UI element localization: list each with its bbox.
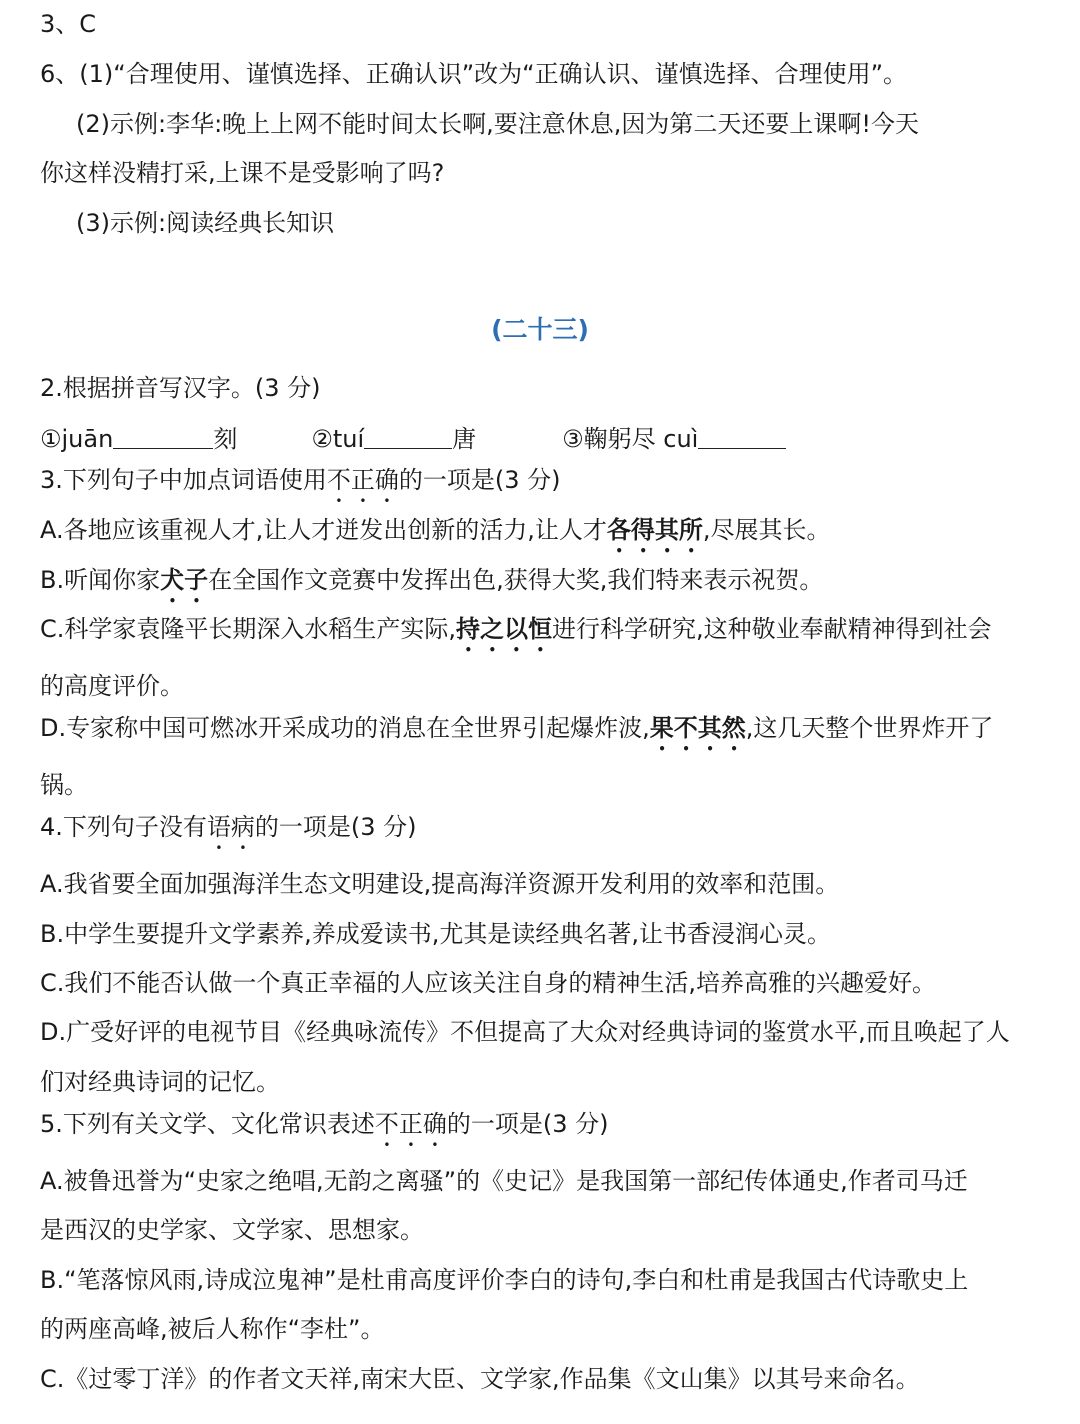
question-5-option-b: B.“笔落惊风雨,诗成泣鬼神”是杜甫高度评价李白的诗句,李白和杜甫是我国古代诗歌史上 bbox=[40, 1266, 969, 1294]
answer-line-6-3: (3)示例:阅读经典长知识 bbox=[76, 209, 335, 237]
section-title: (二十三) bbox=[491, 315, 589, 344]
question-5-option-c: C.《过零丁洋》的作者文天祥,南宋大臣、文学家,作品集《文山集》以其号来命名。 bbox=[40, 1365, 920, 1393]
question-3-option-c: C.科学家袁隆平长期深入水稻生产实际,持之以恒进行科学研究,这种敬业奉献精神得到社会 bbox=[40, 615, 992, 643]
answer-line-6-2-cont: 你这样没精打采,上课不是受影响了吗? bbox=[40, 159, 445, 187]
question-5-option-a: A.被鲁迅誉为“史家之绝唱,无韵之离骚”的《史记》是我国第一部纪传体通史,作者司马迁 bbox=[40, 1167, 968, 1195]
question-3-option-b: B.听闻你家犬子在全国作文竞赛中发挥出色,获得大奖,我们特来表示祝贺。 bbox=[40, 566, 824, 594]
emphasis-word: 不正确 bbox=[374, 1110, 447, 1138]
pinyin-item-1: ①juān bbox=[40, 425, 114, 453]
emphasis-word: 不正确 bbox=[326, 466, 399, 494]
question-4-stem: 4.下列句子没有语病的一项是(3 分) bbox=[40, 813, 417, 841]
answer-line-6-2: (2)示例:李华:晚上上网不能时间太长啊,要注意休息,因为第二天还要上课啊!今天 bbox=[76, 110, 920, 138]
question-3-option-a: A.各地应该重视人才,让人才迸发出创新的活力,让人才各得其所,尽展其长。 bbox=[40, 516, 831, 544]
question-4-option-a: A.我省要全面加强海洋生态文明建设,提高海洋资源开发利用的效率和范围。 bbox=[40, 870, 840, 898]
pinyin-item-2: ②tuí bbox=[311, 425, 365, 453]
question-4-option-c: C.我们不能否认做一个真正幸福的人应该关注自身的精神生活,培养高雅的兴趣爱好。 bbox=[40, 969, 937, 997]
answer-line-6-1: 6、(1)“合理使用、谨慎选择、正确认识”改为“正确认识、谨慎选择、合理使用”。 bbox=[40, 60, 907, 88]
question-4-option-d: D.广受好评的电视节目《经典咏流传》不但提高了大众对经典诗词的鉴赏水平,而且唤起了人 bbox=[40, 1018, 1010, 1046]
question-3-stem: 3.下列句子中加点词语使用不正确的一项是(3 分) bbox=[40, 466, 561, 494]
question-5-option-a-cont: 是西汉的史学家、文学家、思想家。 bbox=[40, 1216, 424, 1244]
pinyin-item-3: ③鞠躬尽 cuì bbox=[562, 425, 699, 453]
question-5-stem: 5.下列有关文学、文化常识表述不正确的一项是(3 分) bbox=[40, 1110, 609, 1138]
answer-blank bbox=[113, 424, 213, 449]
pinyin-item-2-suffix: 唐 bbox=[452, 425, 477, 453]
question-3-option-c-cont: 的高度评价。 bbox=[40, 672, 184, 700]
emphasis-word: 语病 bbox=[206, 813, 255, 841]
emphasis-word: 果不其然 bbox=[649, 714, 746, 742]
answer-line-3: 3、C bbox=[40, 10, 97, 38]
answer-blank bbox=[698, 424, 786, 449]
question-5-option-b-cont: 的两座高峰,被后人称作“李杜”。 bbox=[40, 1315, 385, 1343]
question-2-items bbox=[40, 423, 1056, 455]
emphasis-word: 犬子 bbox=[160, 566, 209, 594]
pinyin-item-1-suffix: 刻 bbox=[213, 425, 238, 453]
question-3-option-d-cont: 锅。 bbox=[40, 771, 88, 799]
question-4-option-b: B.中学生要提升文学素养,养成爱读书,尤其是读经典名著,让书香浸润心灵。 bbox=[40, 920, 831, 948]
emphasis-word: 各得其所 bbox=[606, 516, 703, 544]
question-3-option-d: D.专家称中国可燃冰开采成功的消息在全世界引起爆炸波,果不其然,这几天整个世界炸开了 bbox=[40, 714, 994, 742]
question-2-stem: 2.根据拼音写汉字。(3 分) bbox=[40, 374, 321, 402]
answer-blank bbox=[364, 424, 452, 449]
question-4-option-d-cont: 们对经典诗词的记忆。 bbox=[40, 1068, 280, 1096]
emphasis-word: 持之以恒 bbox=[456, 615, 553, 643]
